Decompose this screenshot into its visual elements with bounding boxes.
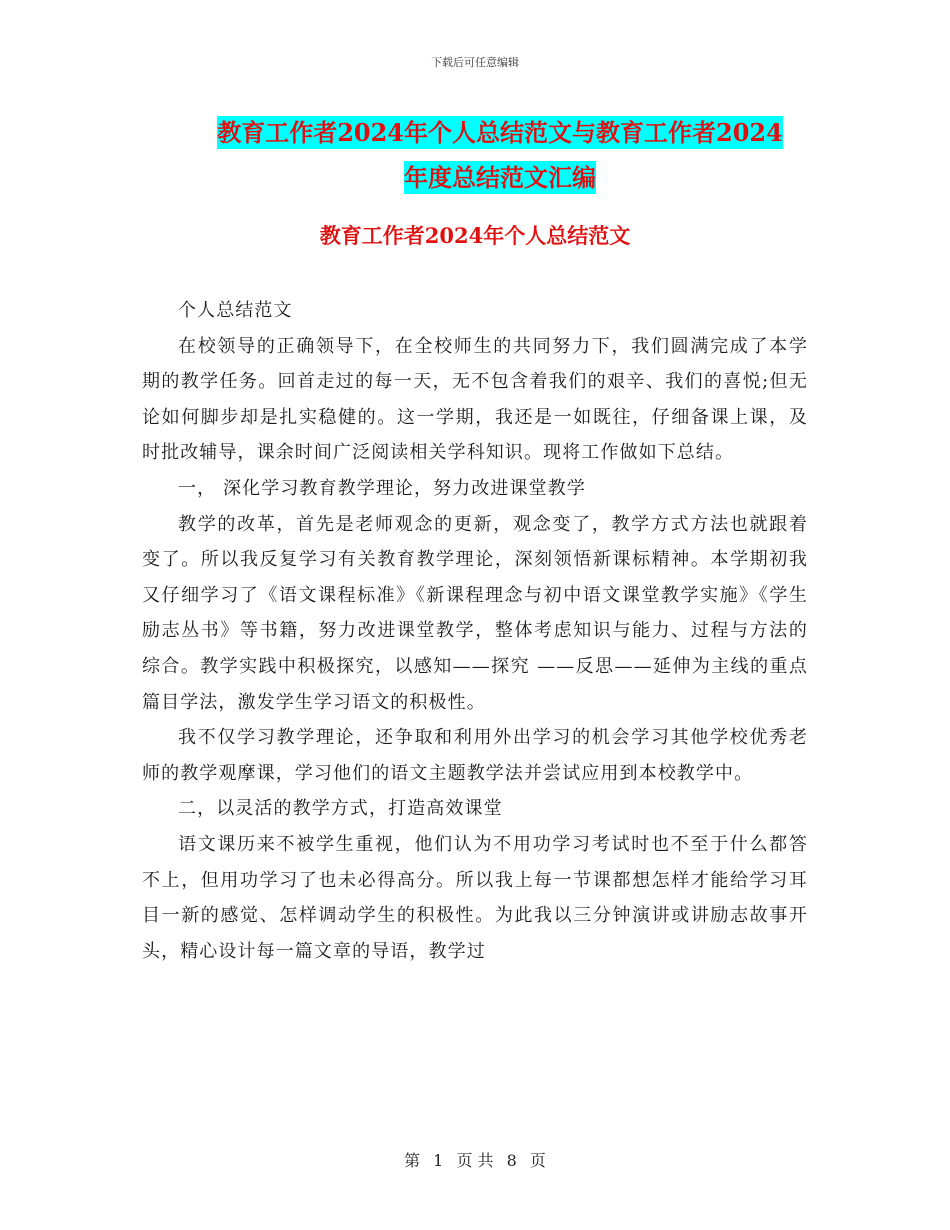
paragraph: 我不仅学习教学理论，还争取和利用外出学习的机会学习其他学校优秀老师的教学观摩课，学习他们的语文主题教学法并尝试应用到本校教学中。	[142, 727, 808, 784]
paragraph: 语文课历来不被学生重视，他们认为不用功学习考试时也不至于什么都答不上，但用功学习了也未必得高分。所以我上每一节课都想怎样才能给学习耳目一新的感觉、怎样调动学生的积极性。为此我以三分钟演讲或讲励志故事开头，精心设计每一篇文章的导语，教学过	[142, 833, 808, 962]
page-footer	[0, 1148, 950, 1171]
section-title: 教育工作者2024年个人总结范文	[319, 223, 631, 248]
document-body	[142, 293, 808, 969]
document-title-line-1: 教育工作者2024年个人总结范文与教育工作者2024	[217, 118, 783, 147]
page-number: 1	[433, 1151, 444, 1170]
header-note: 下载后可任意编辑	[431, 56, 519, 69]
page-label-prefix: 第	[404, 1151, 421, 1170]
document-title-line-2: 年度总结范文汇编	[404, 163, 596, 192]
total-pages: 8	[506, 1151, 517, 1170]
paragraph-heading: 二，以灵活的教学方式，打造高效课堂	[178, 798, 503, 820]
page-label-suffix: 页	[529, 1151, 546, 1170]
paragraph: 个人总结范文	[178, 300, 293, 321]
page-label-mid: 页 共	[456, 1151, 494, 1170]
paragraph: 在校领导的正确领导下，在全校师生的共同努力下，我们圆满完成了本学期的教学任务。回首走过的每一天，无不包含着我们的艰辛、我们的喜悦;但无论如何脚步却是扎实稳健的。这一学期，我还是一如既往，仔细备课上课，及时批改辅导，课余时间广泛阅读相关学科知识。现将工作做如下总结。	[142, 335, 808, 464]
paragraph: 教学的改革，首先是老师观念的更新，观念变了，教学方式方法也就跟着变了。所以我反复学习有关教育教学理论，深刻领悟新课标精神。本学期初我又仔细学习了《语文课程标准》《新课程理念与初中语文课堂教学实施》《学生励志丛书》等书籍，努力改进课堂教学，整体考虑知识与能力、过程与方法的综合。教学实践中积极探究，以感知——探究 ——反思——延伸为主线的重点篇目学法，激发学生学习语文的积极性。	[142, 513, 808, 713]
paragraph-heading: 一， 深化学习教育教学理论，努力改进课堂教学	[178, 477, 586, 499]
document-title	[140, 110, 860, 200]
